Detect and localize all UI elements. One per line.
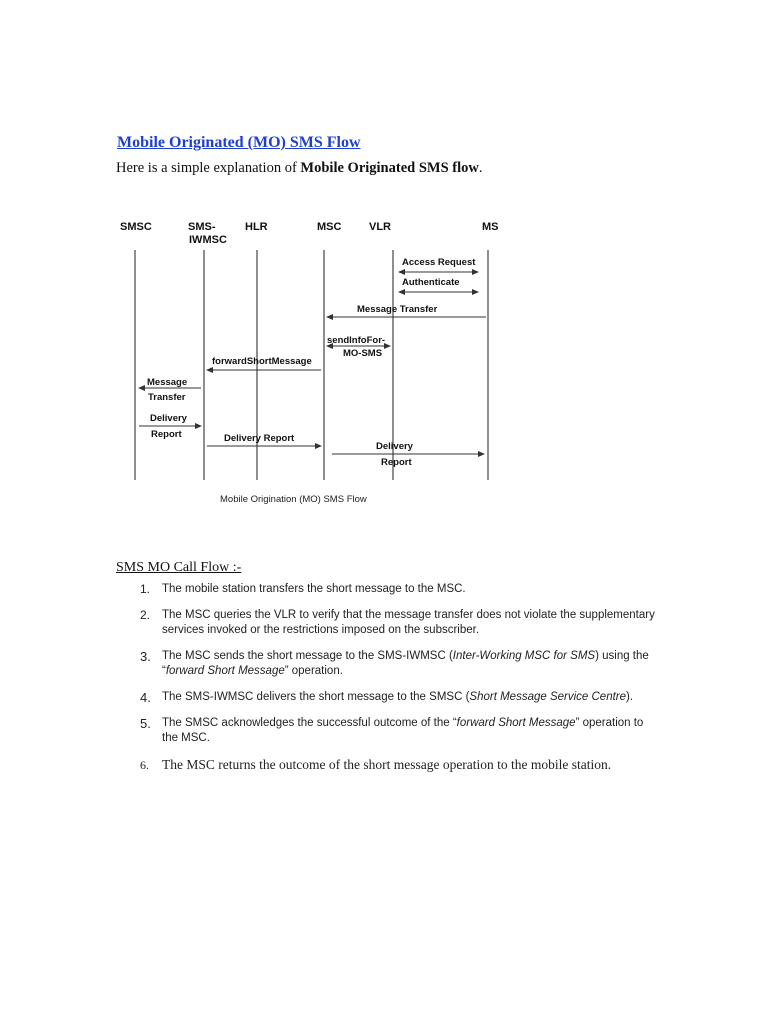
step-text-part: The MSC sends the short message to the SMS-IWMSC ( xyxy=(162,650,453,662)
intro-paragraph xyxy=(116,160,482,177)
msg-message-transfer: Message Transfer xyxy=(357,304,438,315)
intro-suffix: . xyxy=(478,160,483,176)
step-item xyxy=(136,690,656,705)
msg-access-request: Access Request xyxy=(402,257,476,268)
step-item xyxy=(136,582,656,597)
msg-ms-del-1: Delivery xyxy=(376,441,413,452)
step-number: 4. xyxy=(140,690,151,705)
intro-bold: Mobile Originated SMS flow xyxy=(300,160,479,176)
step-item xyxy=(136,608,656,638)
step-text-part: ). xyxy=(626,691,634,703)
msg-smsc-msg-1: Message xyxy=(147,377,188,388)
msg-smsc-del-2: Report xyxy=(151,429,182,440)
step-number: 5. xyxy=(140,716,151,731)
step-text-part: The SMS-IWMSC delivers the short message to the SMSC ( xyxy=(162,691,470,703)
step-item xyxy=(136,649,656,679)
step-text-part: The SMSC acknowledges the successful outcome of the “ xyxy=(162,717,457,729)
step-number: 3. xyxy=(140,649,151,664)
step-text: The MSC returns the outcome of the short message operation to the mobile station. xyxy=(162,757,612,772)
step-text-italic: forward Short Message xyxy=(456,717,576,729)
entity-hlr: HLR xyxy=(245,221,268,233)
step-text-part: ) using the “ xyxy=(162,650,649,677)
step-item xyxy=(136,716,656,746)
msg-send-info-1: sendInfoFor- xyxy=(327,335,386,346)
msg-smsc-del-1: Delivery xyxy=(150,413,187,424)
step-text-italic: Inter-Working MSC for SMS xyxy=(452,650,596,662)
msg-ms-del-2: Report xyxy=(381,457,412,468)
intro-prefix: Here is a simple explanation of xyxy=(116,160,301,176)
call-flow-subheading: SMS MO Call Flow :- xyxy=(116,560,242,575)
entity-sms: SMS- xyxy=(188,221,216,233)
step-text xyxy=(162,717,643,744)
sequence-diagram xyxy=(112,205,532,510)
step-text-italic: forward Short Message xyxy=(165,665,285,677)
step-number: 2. xyxy=(140,608,151,622)
step-text: The mobile station transfers the short message to the MSC. xyxy=(162,583,466,595)
step-item xyxy=(136,757,656,773)
entity-ms: MS xyxy=(482,221,499,233)
call-flow-steps xyxy=(136,582,656,784)
step-text xyxy=(162,691,633,703)
step-text-part: ” operation to the MSC. xyxy=(162,717,644,744)
diagram-caption: Mobile Origination (MO) SMS Flow xyxy=(220,494,367,505)
step-text: The MSC queries the VLR to verify that the message transfer does not violate the supplementary services invoked or the restrictions imposed on the subscriber. xyxy=(162,609,655,636)
entity-vlr: VLR xyxy=(369,221,391,233)
msg-send-info-2: MO-SMS xyxy=(343,348,383,359)
msg-authenticate: Authenticate xyxy=(402,277,460,288)
step-text-italic: Short Message Service Centre xyxy=(469,691,627,703)
page-title[interactable]: Mobile Originated (MO) SMS Flow xyxy=(117,134,361,151)
step-text-part: ” operation. xyxy=(284,665,343,677)
step-text xyxy=(162,650,649,677)
msg-forward-short-message: forwardShortMessage xyxy=(212,356,312,367)
entity-msc: MSC xyxy=(317,221,342,233)
msg-smsc-msg-2: Transfer xyxy=(148,392,186,403)
msg-delivery-report: Delivery Report xyxy=(224,433,295,444)
entity-iwmsc: IWMSC xyxy=(189,234,227,246)
step-number: 6. xyxy=(140,758,149,772)
entity-smsc: SMSC xyxy=(120,221,152,233)
step-number: 1. xyxy=(140,582,151,596)
